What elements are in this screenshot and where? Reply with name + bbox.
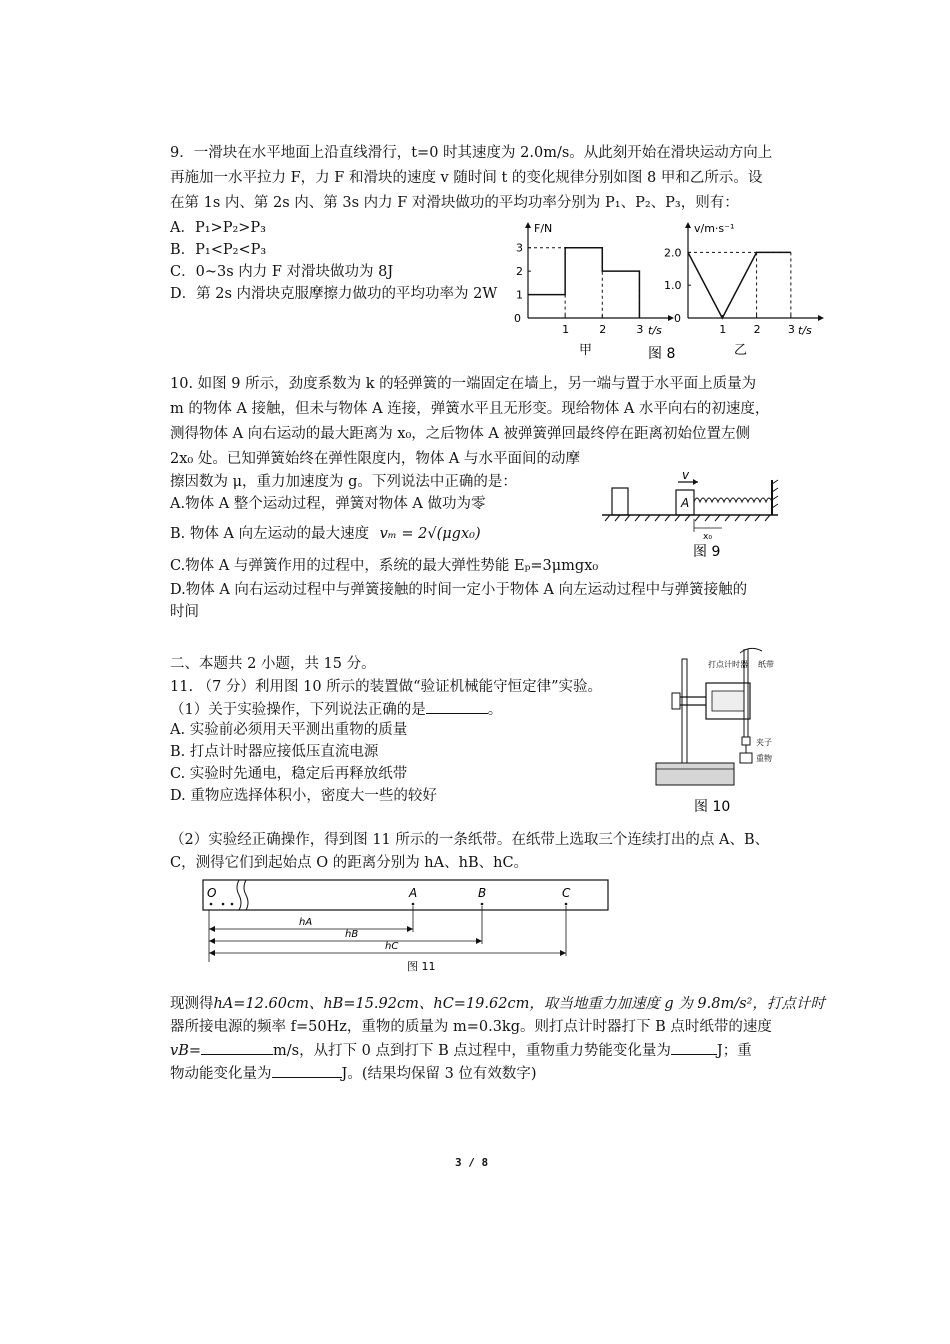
section-2-heading: 二、本题共 2 小题，共 15 分。 (170, 656, 376, 672)
clip-label: 夹子 (756, 738, 772, 747)
chart-yi (664, 222, 824, 358)
x-tick-label: 1 (562, 323, 570, 336)
q11-data-line-3-c: J；重 (716, 1043, 752, 1059)
origin-label: 0 (514, 312, 521, 325)
x-tick-label: 2 (599, 323, 607, 336)
q11-kinetic-blank[interactable] (272, 1063, 342, 1078)
q10-line-5: 擦因数为 μ，重力加速度为 g。下列说法中正确的是： (170, 474, 517, 490)
y-tick-label: 1.0 (664, 279, 682, 293)
paper-tape (203, 880, 608, 910)
q11-part2-1: （2）实验经正确操作，得到图 11 所示的一条纸带。在纸带上选取三个连续打出的点 A、B、 (170, 832, 770, 848)
figure-11 (195, 874, 615, 974)
stand-rod (682, 659, 687, 763)
q11-data-line-1-a: 现测得 (170, 996, 214, 1012)
chart-jia (514, 222, 674, 358)
chart-title: 甲 (579, 343, 593, 358)
hc-label: hC (385, 941, 399, 952)
ghost-block (612, 488, 628, 515)
figure-9-caption: 图 9 (693, 544, 721, 560)
q9-option-b: B．P₁<P₂<P₃ (170, 242, 267, 258)
q9-option-c: C．0~3s 内力 F 对滑块做功为 8J (170, 264, 394, 280)
q11-option-c: C. 实验时先通电，稳定后再释放纸带 (170, 766, 408, 782)
q9-line-3: 在第 1s 内、第 2s 内、第 3s 内力 F 对滑块做功的平均功率分别为 P₁、P₂、P₃，则有： (170, 195, 739, 211)
q11-data-line-1-b: hA=12.60cm、hB=15.92cm、hC=19.62cm，取当地重力加速度 g 为 9.8m/s²，打点计时 (213, 996, 825, 1012)
q10-option-c: C.物体 A 与弹簧作用的过程中，系统的最大弹性势能 Eₚ=3μmgx₀ (170, 558, 599, 574)
q11-option-b: B. 打点计时器应接低压直流电源 (170, 744, 379, 760)
q10-line-2: m 的物体 A 接触，但未与物体 A 连接，弹簧水平且无形变。现给物体 A 水平向右的初速度， (170, 401, 770, 417)
y-tick-label: 2.0 (664, 246, 682, 260)
figure-8-caption: 图 8 (648, 346, 676, 362)
x-tick-label: 3 (636, 323, 644, 336)
q11-data-line-2: 器所接电源的频率 f=50Hz，重物的质量为 m=0.3kg。则打点计时器打下 B 点时纸带的速度 (170, 1019, 772, 1035)
x0-label: x₀ (703, 532, 712, 542)
q11-data-line-1 (170, 994, 825, 1014)
q11-part1-blank[interactable] (426, 699, 488, 714)
y-tick-label: 1 (516, 288, 523, 302)
spring (694, 498, 772, 502)
y-tick-label: 3 (516, 241, 523, 255)
block-a-label: A (681, 496, 690, 510)
q11-vb-label: vB= (170, 1043, 201, 1059)
weight (740, 753, 752, 763)
x-axis-label: t/s (798, 324, 812, 337)
q11-part1-end: 。 (487, 702, 503, 718)
timer-label: 打点计时器 (708, 660, 748, 669)
q11-data-line-4-a: 物动能变化量为 (170, 1066, 272, 1082)
q11-data-line-3 (170, 1040, 752, 1061)
q10-line-4: 2x₀ 处。已知弹簧始终在弹性限度内，物体 A 与水平面间的动摩 (170, 451, 581, 467)
point-o-label: O (207, 886, 217, 900)
q11-option-d: D. 重物应选择体积小，密度大一些的较好 (170, 788, 437, 804)
q10-option-d-2: 时间 (170, 604, 199, 620)
q11-potential-blank[interactable] (671, 1040, 717, 1055)
q10-line-3: 测得物体 A 向右运动的最大距离为 x₀，之后物体 A 被弹簧弹回最终停在距离初始位置左侧 (170, 426, 750, 442)
q10-line-1: 10. 如图 9 所示，劲度系数为 k 的轻弹簧的一端固定在墙上，另一端与置于水平面上质量为 (170, 376, 757, 392)
point-b-label: B (478, 886, 487, 900)
figure-10 (648, 645, 788, 820)
hb-label: hB (345, 929, 359, 940)
y-axis-label: F/N (534, 222, 553, 235)
q11-part2-2: C，测得它们到起始点 O 的距离分别为 hA、hB、hC。 (170, 855, 529, 871)
page-number: 3 / 8 (455, 1156, 489, 1169)
x-tick-label: 2 (753, 323, 761, 336)
q11-data-line-4 (170, 1063, 537, 1084)
x-tick-label: 3 (787, 323, 795, 336)
y-axis-arrow (525, 222, 531, 228)
q9-option-a: A．P₁>P₂>P₃ (170, 220, 266, 236)
q10-option-b-formula: vₘ = 2√(μgx₀) (379, 526, 481, 542)
q9-line-2: 再施加一水平拉力 F，力 F 和滑块的速度 v 随时间 t 的变化规律分别如图 8 甲和乙所示。设 (170, 170, 763, 186)
q11-part1-text: （1）关于实验操作，下列说法正确的是 (170, 702, 426, 718)
q9-option-d: D．第 2s 内滑块克服摩擦力做功的平均功率为 2W (170, 286, 498, 302)
chart-title: 乙 (734, 343, 748, 358)
weight-label: 重物 (756, 754, 772, 763)
figure-8 (500, 220, 830, 365)
q10-option-a: A.物体 A 整个运动过程，弹簧对物体 A 做功为零 (170, 496, 486, 512)
base (656, 763, 734, 785)
q11-data-line-3-b: m/s，从打下 0 点到打下 B 点过程中，重物重力势能变化量为 (273, 1043, 671, 1059)
q11-stem: 11. （7 分）利用图 10 所示的装置做“验证机械能守恒定律”实验。 (170, 679, 602, 695)
q11-vb-blank[interactable] (201, 1040, 273, 1055)
series-line (528, 248, 639, 318)
x-axis-label: t/s (648, 324, 662, 337)
figure-10-caption: 图 10 (694, 799, 731, 815)
q10-option-b (170, 524, 481, 544)
y-axis-arrow (685, 222, 691, 228)
q10-option-b-text: B. 物体 A 向左运动的最大速度 (170, 526, 370, 542)
x-axis-arrow (818, 315, 824, 321)
figure-11-caption: 图 11 (407, 960, 436, 973)
q10-option-d-1: D.物体 A 向右运动过程中与弹簧接触的时间一定小于物体 A 向左运动过程中与弹簧接触的 (170, 582, 748, 598)
q11-option-a: A. 实验前必须用天平测出重物的质量 (170, 722, 408, 738)
x-tick-label: 1 (719, 323, 727, 336)
y-axis-label: v/m·s⁻¹ (694, 222, 735, 235)
q11-part1 (170, 699, 502, 720)
ha-label: hA (299, 917, 313, 928)
point-a-label: A (409, 886, 418, 900)
origin-label: 0 (674, 312, 681, 325)
velocity-label: v (682, 470, 690, 482)
series-line (688, 252, 791, 318)
q9-line-1: 9．一滑块在水平地面上沿直线滑行，t=0 时其速度为 2.0m/s。从此刻开始在滑块运动方向上 (170, 145, 773, 161)
figure-9 (600, 470, 790, 565)
q11-data-line-4-b: J。(结果均保留 3 位有效数字) (341, 1066, 537, 1082)
y-tick-label: 2 (516, 265, 523, 279)
point-c-label: C (562, 886, 571, 900)
tape-label: 纸带 (758, 660, 774, 669)
